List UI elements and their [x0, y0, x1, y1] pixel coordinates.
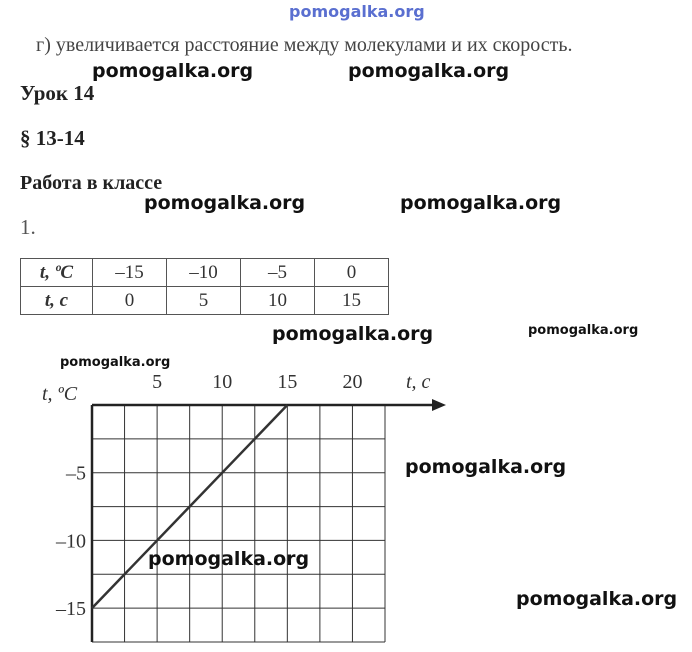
x-tick-label: 15	[277, 371, 298, 393]
x-axis-label: t, с	[406, 371, 431, 393]
chart-grid	[92, 405, 385, 642]
table-cell: –10	[167, 259, 241, 287]
table-cell: 0	[93, 287, 167, 315]
y-axis-label: t, ºС	[42, 383, 78, 405]
x-tick-label: 20	[342, 371, 363, 393]
lesson-title: Урок 14	[20, 81, 95, 105]
chart-axes	[92, 399, 446, 642]
watermark: pomogalka.org	[405, 456, 567, 478]
table-cell: 15	[315, 287, 389, 315]
x-tick-label: 5	[152, 371, 163, 393]
watermark: pomogalka.org	[60, 355, 171, 370]
table-row-label: t, ºС	[21, 259, 93, 287]
watermark-top: pomogalka.org	[289, 2, 425, 21]
watermark: pomogalka.org	[144, 192, 306, 214]
y-tick-label: –5	[66, 462, 86, 485]
table-cell: 0	[315, 259, 389, 287]
watermark: pomogalka.org	[92, 60, 254, 82]
x-tick-label: 10	[212, 371, 233, 393]
watermark: pomogalka.org	[528, 323, 639, 338]
y-tick-label: –15	[56, 598, 86, 621]
table-cell: –15	[93, 259, 167, 287]
watermark: pomogalka.org	[148, 548, 310, 570]
table-cell: –5	[241, 259, 315, 287]
x-axis-arrow-icon	[432, 399, 446, 411]
lesson-subtitle: Работа в классе	[20, 172, 163, 194]
table-row-label: t, с	[21, 287, 93, 315]
table-cell: 5	[167, 287, 241, 315]
table-cell: 10	[241, 287, 315, 315]
y-tick-label: –10	[56, 530, 86, 553]
watermark: pomogalka.org	[516, 588, 678, 610]
watermark: pomogalka.org	[348, 60, 510, 82]
task-number: 1.	[20, 215, 36, 239]
section-number: § 13-14	[20, 126, 85, 150]
chart-ticks	[55, 371, 362, 620]
answer-line: г) увеличивается расстояние между молекулами и их скорость.	[36, 34, 573, 56]
watermark: pomogalka.org	[272, 323, 434, 345]
watermark: pomogalka.org	[400, 192, 562, 214]
